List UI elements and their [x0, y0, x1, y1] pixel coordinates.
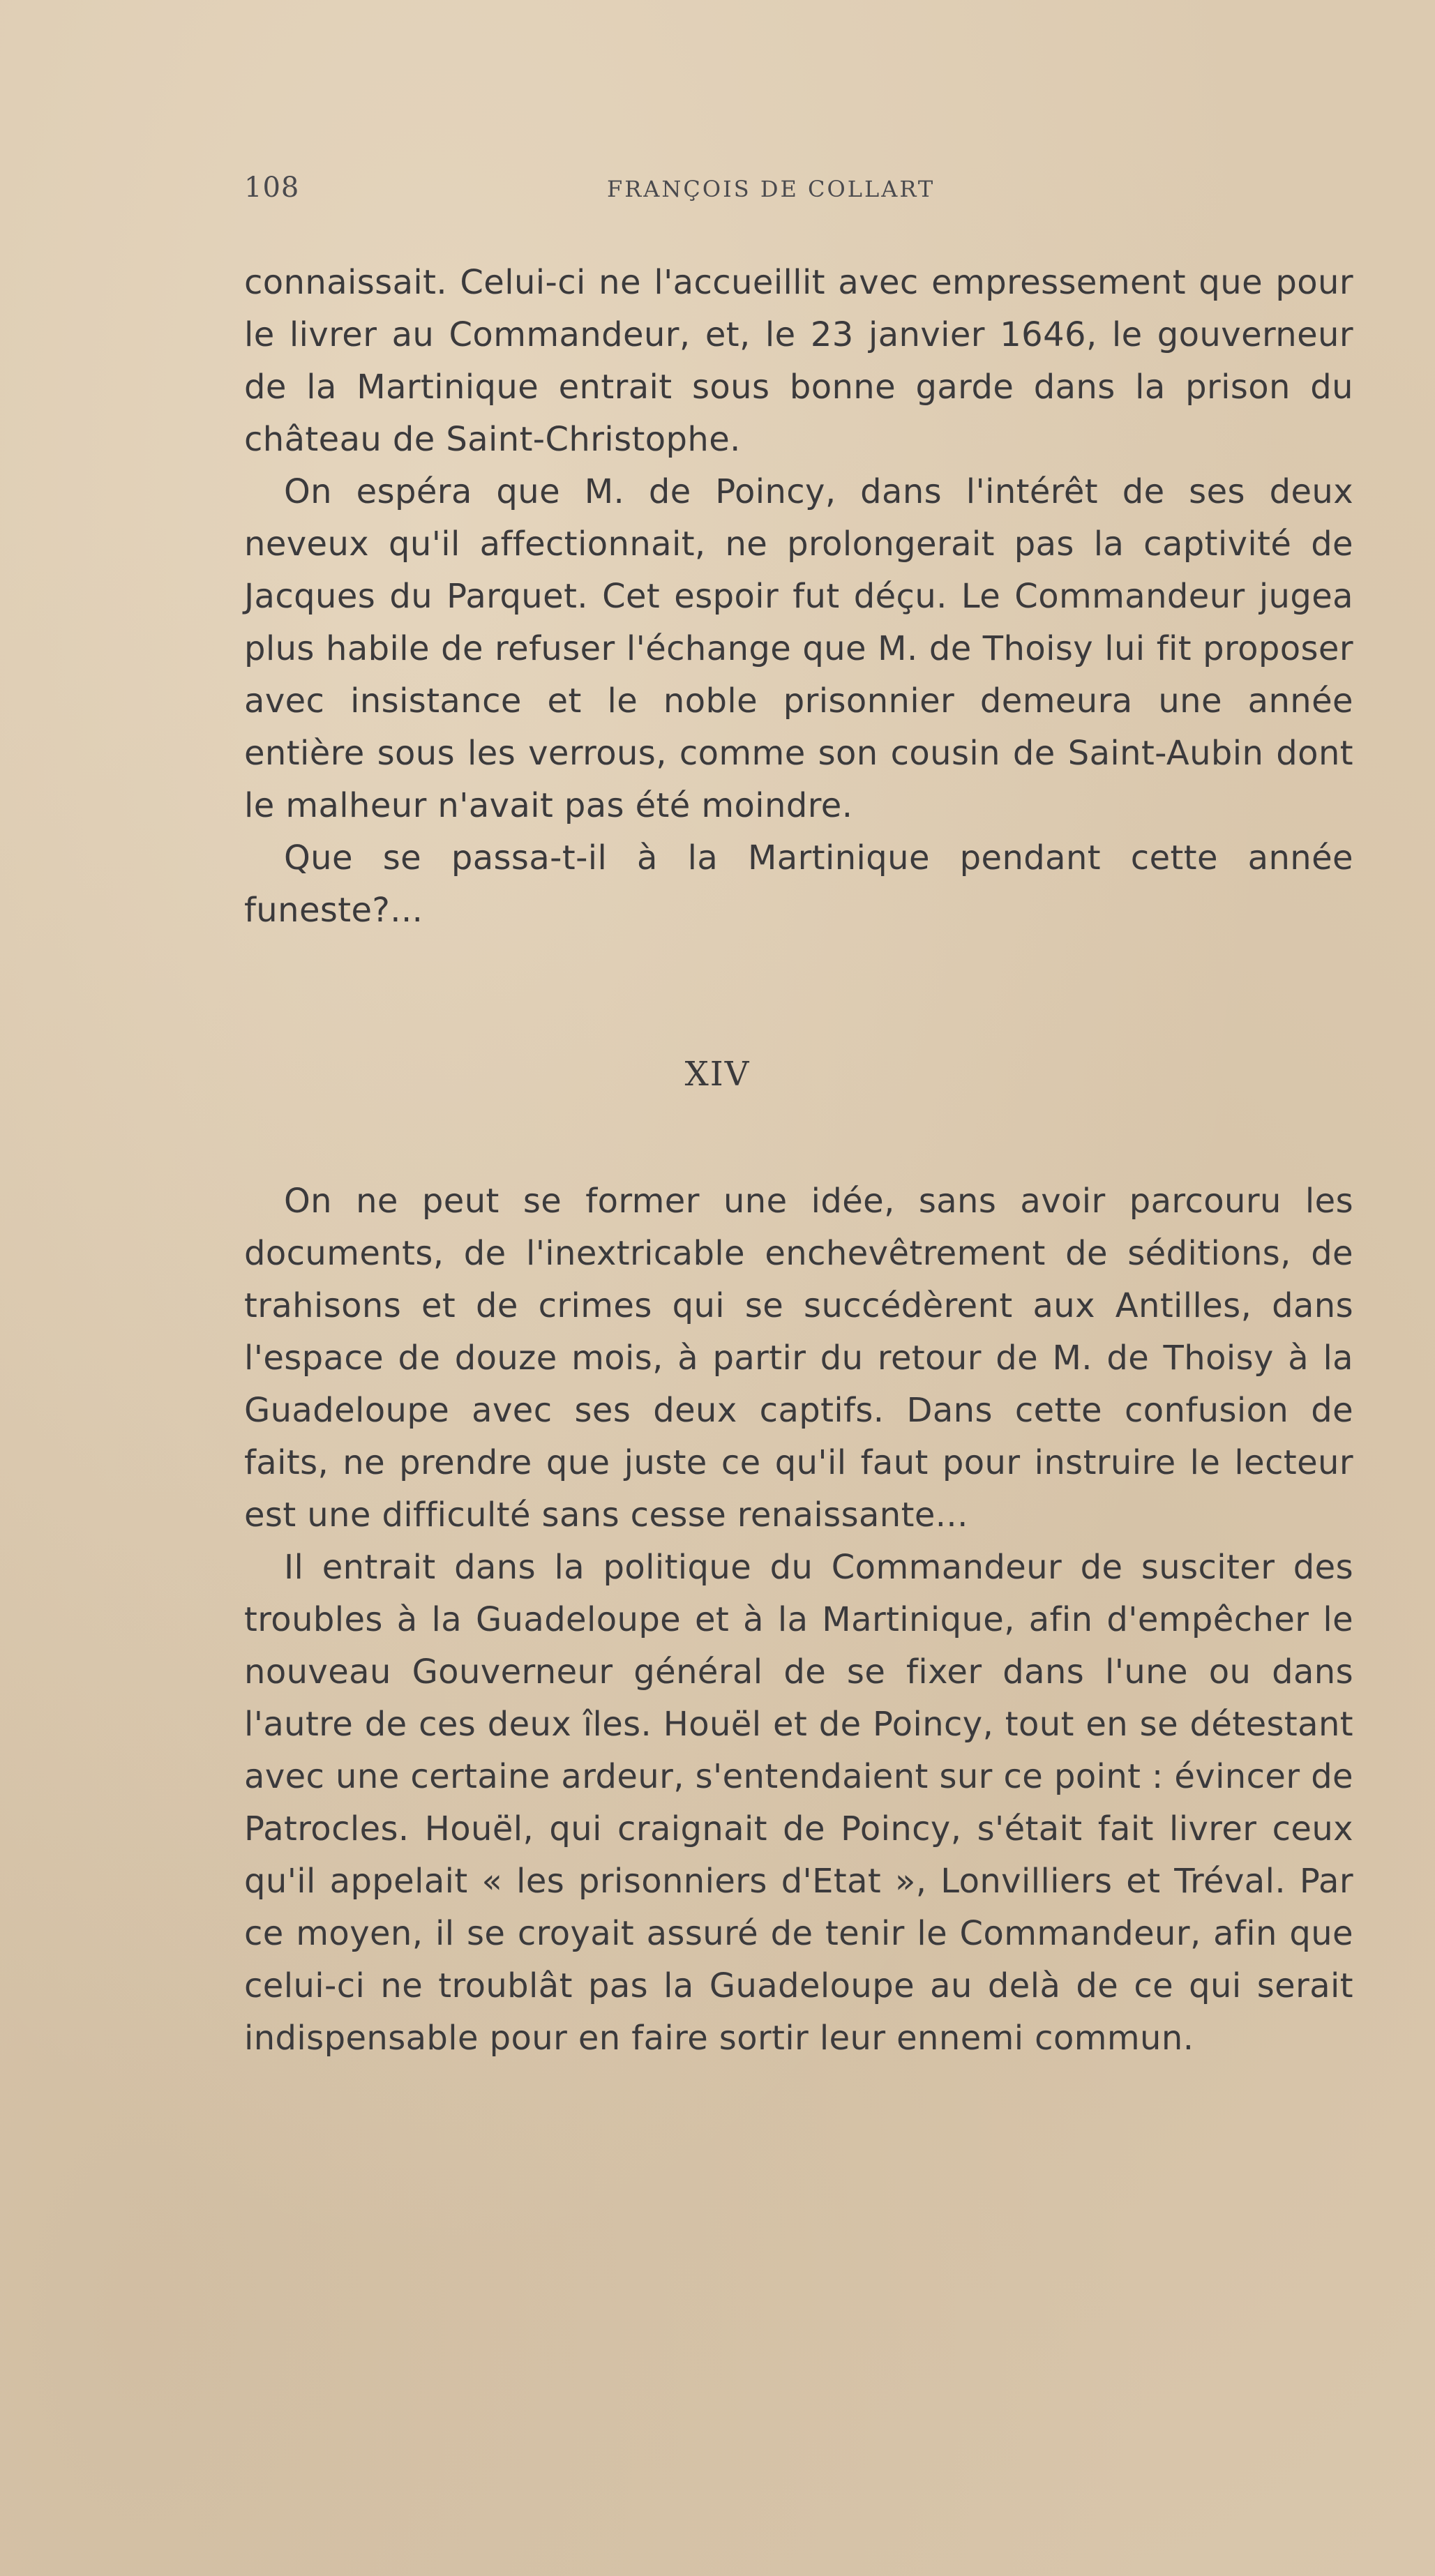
paragraph: connaissait. Celui-ci ne l'accueillit avec empressement que pour le livrer au Commandeur, et, le 23 janvier 1646, le gouverneur de la Martinique entrait sous bonne garde dans la prison du château de Saint-Christophe. [244, 263, 1353, 459]
text-block-before-section [244, 257, 1353, 937]
page-number: 108 [244, 172, 300, 204]
paragraph: Que se passa-t-il à la Martinique pendant cette année funeste?... [244, 838, 1353, 930]
running-head [244, 172, 1353, 206]
section-heading: XIV [684, 1055, 751, 1094]
paragraph: On ne peut se former une idée, sans avoir parcouru les documents, de l'inextricable enchevêtrement de séditions, de trahisons et de crimes qui se succédèrent aux Antilles, dans l'espace de douze mois, à partir du retour de M. de Thoisy à la Guadeloupe avec ses deux captifs. Dans cette confusion de faits, ne prendre que juste ce qu'il faut pour instruire le lecteur est une difficulté sans cesse renaissante... [244, 1182, 1353, 1535]
paragraph: On espéra que M. de Poincy, dans l'intérêt de ses deux neveux qu'il affectionnait, ne prolongerait pas la captivité de Jacques du Parquet. Cet espoir fut déçu. Le Commandeur jugea plus habile de refuser l'échange que M. de Thoisy lui fit proposer avec insistance et le noble prisonnier demeura une année entière sous les verrous, comme son cousin de Saint-Aubin dont le malheur n'avait pas été moindre. [244, 472, 1353, 825]
paragraph: Il entrait dans la politique du Commandeur de susciter des troubles à la Guadeloupe et à la Martinique, afin d'empêcher le nouveau Gouverneur général de se fixer dans l'une ou dans l'autre de ces deux îles. Houël et de Poincy, tout en se détestant avec une certaine ardeur, s'entendaient sur ce point : évincer de Patrocles. Houël, qui craignait de Poincy, s'était fait livrer ceux qu'il appelait « les prisonniers d'Etat », Lonvilliers et Tréval. Par ce moyen, il se croyait assuré de tenir le Commandeur, afin que celui-ci ne troublât pas la Guadeloupe au delà de ce qui serait indispensable pour en faire sortir leur ennemi commun. [244, 1548, 1353, 2058]
text-block-after-section [244, 1175, 1353, 2065]
running-title: FRANÇOIS DE COLLART [607, 176, 936, 202]
